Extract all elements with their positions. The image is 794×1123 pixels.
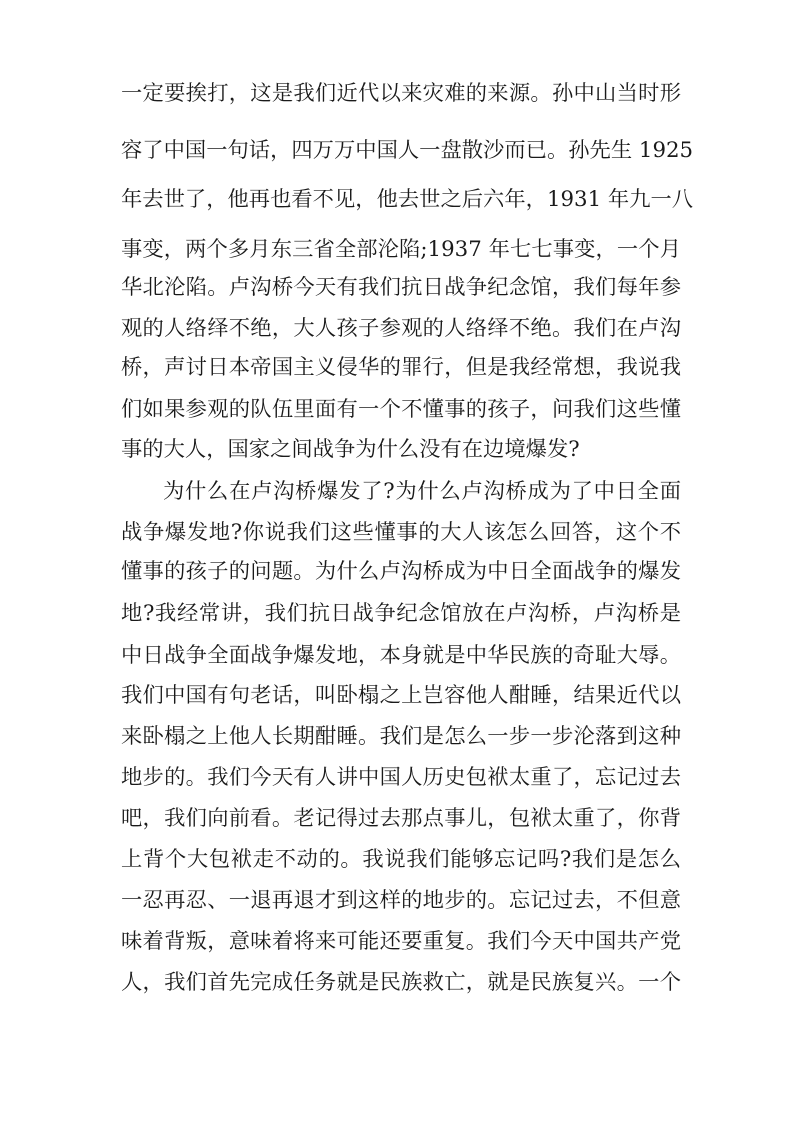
text-line: 们如果参观的队伍里面有一个不懂事的孩子，问我们这些懂 (121, 397, 681, 422)
text-line: 地步的。我们今天有人讲中国人历史包袱太重了，忘记过去 (121, 765, 681, 790)
text-line: 容了中国一句话，四万万中国人一盘散沙而已。孙先生 1925 (121, 138, 694, 163)
text-line: 一忍再忍、一退再退才到这样的地步的。忘记过去，不但意 (121, 888, 681, 913)
text-line: 地?我经常讲，我们抗日战争纪念馆放在卢沟桥，卢沟桥是 (121, 601, 681, 626)
text-line: 观的人络绎不绝，大人孩子参观的人络绎不绝。我们在卢沟 (121, 316, 681, 341)
text-line: 上背个大包袱走不动的。我说我们能够忘记吗?我们是怎么 (121, 847, 681, 872)
text-line: 中日战争全面战争爆发地，本身就是中华民族的奇耻大辱。 (121, 643, 681, 668)
text-line: 我们中国有句老话，叫卧榻之上岂容他人酣睡，结果近代以 (121, 683, 681, 708)
text-line: 华北沦陷。卢沟桥今天有我们抗日战争纪念馆，我们每年参 (121, 275, 681, 300)
text-line: 人，我们首先完成任务就是民族救亡，就是民族复兴。一个 (121, 970, 681, 995)
paragraph-first-line: 为什么在卢沟桥爆发了?为什么卢沟桥成为了中日全面 (163, 479, 681, 504)
text-line: 事变，两个多月东三省全部沦陷;1937 年七七事变，一个月 (121, 237, 681, 262)
text-line: 战争爆发地?你说我们这些懂事的大人该怎么回答，这个不 (121, 520, 681, 545)
text-line: 懂事的孩子的问题。为什么卢沟桥成为中日全面战争的爆发 (121, 559, 681, 584)
text-line: 一定要挨打，这是我们近代以来灾难的来源。孙中山当时形 (121, 81, 681, 106)
text-line: 来卧榻之上他人长期酣睡。我们是怎么一步一步沦落到这种 (121, 724, 681, 749)
text-line: 桥，声讨日本帝国主义侵华的罪行，但是我经常想，我说我 (121, 355, 681, 380)
text-line: 味着背叛，意味着将来可能还要重复。我们今天中国共产党 (121, 929, 681, 954)
paragraph-end-line: 事的大人，国家之间战争为什么没有在边境爆发? (121, 437, 580, 462)
text-line: 吧，我们向前看。老记得过去那点事儿，包袱太重了，你背 (121, 806, 681, 831)
text-line: 年去世了，他再也看不见，他去世之后六年，1931 年九一八 (121, 187, 694, 212)
